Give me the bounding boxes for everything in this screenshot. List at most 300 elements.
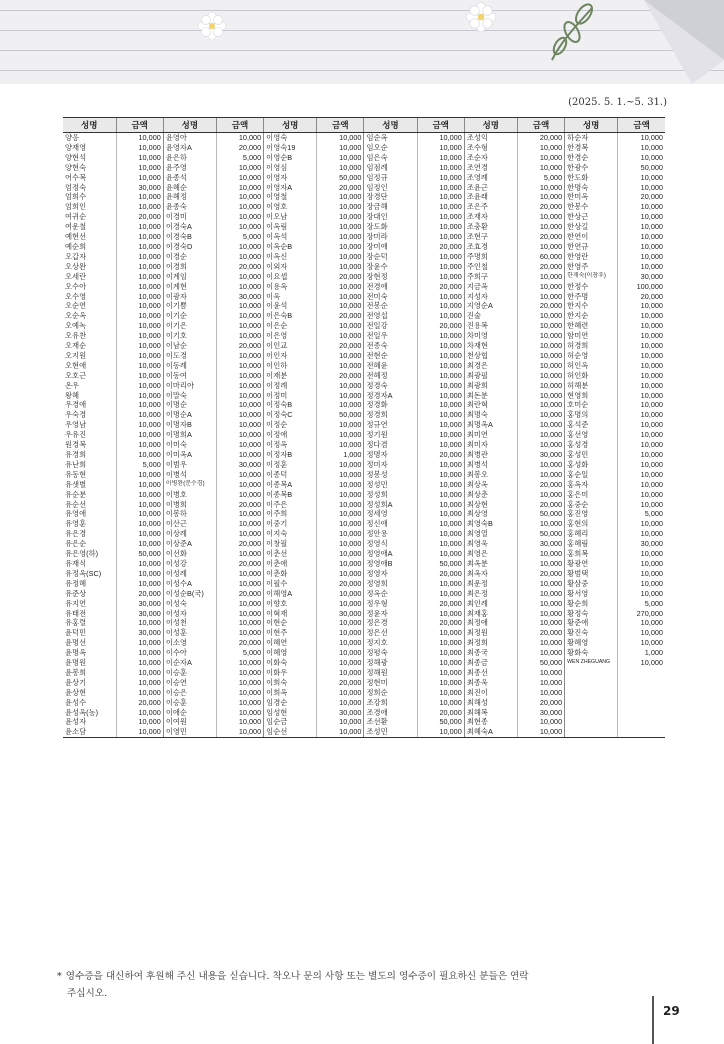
donor-name: 전종숙 [364,341,417,351]
donor-name: 유경희 [65,450,87,459]
page-number: 29 [663,1004,680,1018]
donor-amount: 10,000 [618,549,665,559]
table-row [63,321,665,331]
table-row [63,301,665,311]
donor-name: 홍옥자 [565,480,618,490]
table-row [63,688,665,698]
table-row [63,331,665,341]
donor-amount: 10,000 [417,163,464,173]
donor-amount: 10,000 [216,717,263,727]
donor-name: 이은순 [264,321,317,331]
donor-amount: 10,000 [417,658,464,668]
donor-amount: 10,000 [116,529,163,539]
donor-name: 천상협 [464,351,517,361]
table-row [63,480,665,490]
donor-amount: 20,000 [417,618,464,628]
donor-amount: 10,000 [116,410,163,420]
donor-amount: 10,000 [317,470,364,480]
donor-amount: 20,000 [317,678,364,688]
donor-name: 유샛별 [65,479,87,489]
donor-amount: 10,000 [317,192,364,202]
donor-amount: 10,000 [116,539,163,549]
donor-amount: 10,000 [517,163,564,173]
donor-name: 최종선 [464,668,517,678]
donor-name: 최해성 [464,698,517,708]
donor-name: 홍성화 [565,460,618,470]
header-name: 성명 [565,118,618,133]
table-row [63,579,665,589]
donor-amount: 10,000 [417,460,464,470]
donor-name: 황삼중 [565,579,618,589]
donor-name: 정성민 [364,480,417,490]
donor-name: 이춘화 [264,569,317,579]
donor-amount: 10,000 [216,351,263,361]
donor-amount: 10,000 [618,232,665,242]
donor-amount: 10,000 [417,183,464,193]
donor-amount: 10,000 [216,727,263,737]
donor-name: 임은숙 [364,153,417,163]
donor-name: 이희숙 [264,678,317,688]
table-row [63,400,665,410]
donor-name: 양응 [65,133,80,142]
donor-amount: 10,000 [116,301,163,311]
donor-amount: 10,000 [116,361,163,371]
donor-name: 조영례 [464,173,517,183]
donor-amount: 10,000 [517,678,564,688]
donor-name: 이범우 [163,460,216,470]
donor-name: 이계현 [163,282,216,292]
donor-name: 한도화 [565,173,618,183]
donor-amount: 10,000 [618,410,665,420]
donor-amount: 10,000 [216,202,263,212]
donor-name: 전혜윤 [364,361,417,371]
donor-amount: 30,000 [116,609,163,619]
donor-amount: 10,000 [317,698,364,708]
donor-amount: 20,000 [317,311,364,321]
donor-amount: 10,000 [317,222,364,232]
donor-name: 홍성민 [565,450,618,460]
donor-name: 최명숙 [464,410,517,420]
table-row [63,232,665,242]
donor-amount: 10,000 [417,341,464,351]
donor-name: 정영애A [364,549,417,559]
donor-amount: 10,000 [116,420,163,430]
donor-name: 오예녹 [65,321,87,331]
donor-name: 홍중순 [565,500,618,510]
donor-amount: 10,000 [618,519,665,529]
donor-amount: 10,000 [116,282,163,292]
donor-name: 장대인 [364,212,417,222]
donor-amount: 10,000 [618,658,665,668]
donor-name: 홍은미 [565,490,618,500]
donor-name: 오호근 [65,370,87,380]
donor-amount: 10,000 [116,430,163,440]
donor-name: 정희순 [364,688,417,698]
header-name: 성명 [63,118,116,133]
donor-amount: 10,000 [216,490,263,500]
table-row [63,717,665,727]
donor-name: 조성민 [364,727,417,737]
donor-amount: 10,000 [116,470,163,480]
donor-amount: 10,000 [417,202,464,212]
donor-amount: 10,000 [317,628,364,638]
donor-amount: 50,000 [517,509,564,519]
donor-name: 유은경 [65,529,87,539]
donor-name: 정경희 [364,410,417,420]
donor-name: 임순선 [264,727,317,737]
donor-name: 조현구 [464,232,517,242]
donor-name: 유순선 [65,499,87,509]
donor-name: 정미자 [364,460,417,470]
donor-name: 이춘애 [264,559,317,569]
table-row [63,500,665,510]
donor-name: 이승훈 [163,698,216,708]
donor-amount [618,708,665,718]
donor-name: 이영숙 [264,133,317,143]
donor-name: 최상춘 [464,490,517,500]
donor-name: 정해광 [364,658,417,668]
donor-name: 정세영 [364,509,417,519]
donor-name: 조재자 [464,212,517,222]
donor-name: 홍명의 [565,410,618,420]
donor-name: 윤덕민 [65,628,87,638]
donor-name: 정영희 [364,579,417,589]
donor-amount: 10,000 [216,301,263,311]
donor-name: 이성순B(국) [163,589,216,599]
donor-amount: 20,000 [417,599,464,609]
donor-amount: 10,000 [618,262,665,272]
donor-amount: 10,000 [618,183,665,193]
donor-name: 유홍렬 [65,618,87,628]
donor-name: 최종금 [464,658,517,668]
header-name: 성명 [163,118,216,133]
donor-name: 정성희 [364,490,417,500]
donor-amount: 10,000 [417,688,464,698]
table-row [63,549,665,559]
donor-amount: 10,000 [216,391,263,401]
donor-name: 이기호 [163,331,216,341]
donor-amount: 1,000 [618,648,665,658]
donor-name: 유은영(하) [65,549,99,559]
donor-amount: 10,000 [116,311,163,321]
donor-amount: 30,000 [618,272,665,282]
donor-name: 이정숙B [264,400,317,410]
donor-amount: 10,000 [317,569,364,579]
donor-name: 윤은하 [163,153,216,163]
donor-name: 이종복B [264,490,317,500]
donor-name: 정윤자 [364,609,417,619]
donor-amount: 10,000 [216,688,263,698]
donor-amount: 10,000 [517,183,564,193]
flower-icon [464,0,498,34]
donor-amount: 10,000 [517,222,564,232]
donor-amount: 50,000 [417,559,464,569]
donor-amount: 10,000 [116,292,163,302]
donor-name: 이산근 [163,519,216,529]
donor-name: 유재식 [65,558,87,568]
donor-name: 최정애 [464,618,517,628]
donor-amount: 10,000 [618,490,665,500]
donor-amount: 10,000 [618,133,665,143]
donor-amount: 10,000 [417,351,464,361]
donor-name: 이병희 [163,500,216,510]
donor-amount: 10,000 [517,351,564,361]
donor-name: 이화숙 [264,658,317,668]
donor-name: 허인옥 [565,361,618,371]
donor-name: 최종국 [464,648,517,658]
donor-name: 이은숙B [264,311,317,321]
donor-amount: 10,000 [216,628,263,638]
donor-amount: 10,000 [317,282,364,292]
footnote [57,968,627,1002]
donor-name: 이인자 [264,351,317,361]
donor-name: 정명자 [364,450,417,460]
donor-name: 정옥순 [364,589,417,599]
donor-name: 이명자B [163,420,216,430]
donor-amount: 10,000 [216,242,263,252]
donor-name: 홍진영 [565,509,618,519]
table-row [63,272,665,282]
donor-name: 원경복 [65,440,87,450]
donor-amount: 10,000 [417,252,464,262]
table-row [63,727,665,737]
donor-amount: 10,000 [618,589,665,599]
donor-name: 이혜연 [264,638,317,648]
donor-name: 장미라 [364,232,417,242]
donor-amount: 10,000 [317,420,364,430]
donor-amount: 10,000 [317,490,364,500]
donor-name: 장금해 [364,202,417,212]
table-row [63,222,665,232]
donor-name: 이경숙A [163,222,216,232]
donor-amount: 20,000 [517,500,564,510]
donor-name: 이승은 [163,688,216,698]
donor-amount: 10,000 [317,717,364,727]
table-row [63,539,665,549]
donor-amount: 60,000 [517,252,564,262]
donor-amount: 10,000 [116,192,163,202]
table-row [63,648,665,658]
donor-amount: 10,000 [618,460,665,470]
donor-amount: 10,000 [317,242,364,252]
donor-amount: 10,000 [116,341,163,351]
donor-name: 최병석 [464,460,517,470]
donor-amount: 10,000 [216,222,263,232]
donor-name: 최경은 [464,361,517,371]
table-row [63,252,665,262]
donor-amount: 10,000 [216,509,263,519]
donor-amount: 10,000 [417,331,464,341]
donor-amount: 30,000 [116,183,163,193]
donor-name: 홍순일 [565,470,618,480]
donor-name: 이병완(문수경) [163,480,216,490]
donor-name: 오지원 [65,350,87,360]
donor-amount: 10,000 [618,638,665,648]
page-number-divider [652,996,654,1044]
donor-amount: 10,000 [216,183,263,193]
donor-name: 이영심 [264,163,317,173]
donor-amount: 10,000 [417,648,464,658]
donor-amount: 10,000 [116,678,163,688]
donor-amount: 10,000 [317,460,364,470]
donor-name: 이경순 [163,252,216,262]
table-row [63,143,665,153]
donor-name: 지성자 [464,292,517,302]
donor-amount: 10,000 [417,311,464,321]
donor-name: 지금옥 [464,282,517,292]
donor-name: 황화숙 [565,648,618,658]
donor-name: 함미연 [565,331,618,341]
donor-amount: 10,000 [618,341,665,351]
donor-name: 윤상기 [65,677,87,687]
table-row [63,341,665,351]
donor-name: 이승훈 [163,668,216,678]
donor-amount: 10,000 [116,252,163,262]
donor-name: 지영순A [464,301,517,311]
donor-name: 조순자 [464,153,517,163]
donor-name: 이옥순B [264,242,317,252]
donor-amount: 20,000 [317,371,364,381]
donor-amount: 10,000 [417,361,464,371]
donor-amount: 10,000 [216,549,263,559]
donor-amount: 10,000 [216,252,263,262]
donor-amount: 10,000 [618,400,665,410]
table-row [63,292,665,302]
table-row [63,490,665,500]
donor-name: 전일우 [364,331,417,341]
donor-amount: 10,000 [216,163,263,173]
donor-name: 최미연 [464,430,517,440]
table-row [63,450,665,460]
donor-name: 오유찬 [65,331,87,341]
donor-amount: 10,000 [517,361,564,371]
donor-name: 한광수 [565,163,618,173]
donor-name: 정우형 [364,599,417,609]
donor-name: 최영열 [464,529,517,539]
donor-amount: 10,000 [317,648,364,658]
donor-amount: 20,000 [517,480,564,490]
donor-amount: 20,000 [216,500,263,510]
donor-amount: 10,000 [116,163,163,173]
donor-amount: 20,000 [317,579,364,589]
donor-name: 정영식 [364,539,417,549]
donor-amount: 30,000 [116,599,163,609]
donor-amount: 10,000 [216,282,263,292]
donor-name: 이창필 [264,539,317,549]
donor-name: 이성수A [163,579,216,589]
donor-name: 최란혁 [464,400,517,410]
donor-amount: 10,000 [317,618,364,628]
table-row [63,618,665,628]
donor-name: 이경숙B [163,232,216,242]
donor-name: 정은선 [364,628,417,638]
donor-amount: 20,000 [216,262,263,272]
donor-amount: 10,000 [417,153,464,163]
donor-name: 최현종 [464,717,517,727]
donor-amount: 10,000 [618,579,665,589]
donor-name: 이소영 [163,638,216,648]
donor-amount: 10,000 [517,341,564,351]
donor-name: 한상근 [565,212,618,222]
donor-name: 한연규 [565,242,618,252]
donor-name: 이경숙D [163,242,216,252]
donor-name: 온우 [65,380,80,390]
donor-amount: 10,000 [116,618,163,628]
donor-name: 허해분 [565,381,618,391]
header-amount: 금액 [216,118,263,133]
donor-name: 전혜정 [364,371,417,381]
donor-name: 한경복 [565,143,618,153]
donor-amount: 30,000 [517,708,564,718]
donor-name: 이용옥 [264,282,317,292]
donor-name: 이성천 [163,618,216,628]
donor-amount: 10,000 [216,272,263,282]
donor-amount: 10,000 [417,292,464,302]
donor-amount: 10,000 [216,381,263,391]
donor-amount: 10,000 [417,371,464,381]
donor-name: 이미옥A [163,450,216,460]
table-row [63,460,665,470]
donor-amount: 10,000 [517,460,564,470]
donor-amount: 10,000 [116,500,163,510]
donor-name: 유동현 [65,469,87,479]
donor-name: 장경단 [364,192,417,202]
donor-amount: 10,000 [216,668,263,678]
donor-name: 이선화 [163,549,216,559]
donor-amount: 10,000 [417,480,464,490]
donor-name: 윤영아 [163,133,216,143]
table-row [63,559,665,569]
donor-amount: 10,000 [417,500,464,510]
donor-name: 오순옥 [65,311,87,321]
donor-name: 임순옥 [364,133,417,143]
donor-name: 정지호 [364,638,417,648]
donor-name: 이현순 [264,618,317,628]
donor-name: 최영은 [464,549,517,559]
donor-name: 우숙경 [65,410,87,420]
donor-amount: 20,000 [517,262,564,272]
donor-amount: 100,000 [618,282,665,292]
donor-name: 조윤래 [464,192,517,202]
table-row [63,668,665,678]
donor-amount: 10,000 [317,163,364,173]
donor-amount: 10,000 [116,400,163,410]
donor-amount: 30,000 [517,539,564,549]
donor-amount: 10,000 [116,717,163,727]
header-name: 성명 [464,118,517,133]
donor-amount: 10,000 [116,222,163,232]
donor-amount: 30,000 [317,708,364,718]
donor-name: 이오남 [264,212,317,222]
donor-name: 윤혜정 [163,192,216,202]
donor-name: 이재분 [264,371,317,381]
donor-amount: 20,000 [216,143,263,153]
donor-name: 정성희A [364,500,417,510]
donor-amount: 10,000 [116,202,163,212]
donor-amount: 20,000 [417,321,464,331]
donor-amount: 10,000 [618,420,665,430]
donor-name: 이정순 [264,420,317,430]
table-row [63,470,665,480]
donor-amount: 10,000 [517,589,564,599]
donor-amount: 10,000 [216,410,263,420]
donor-name: 최혜숙A [464,727,517,737]
donor-name: 이정자B [264,450,317,460]
donor-amount: 10,000 [317,321,364,331]
donor-amount: 10,000 [216,420,263,430]
donor-name: 차재현 [464,341,517,351]
footnote-line-1: 영수증을 대신하여 후원해 주신 내용을 싣습니다. 착오나 문의 사항 또는 별도의 영수증이 필요하신 분들은 연락 [65,971,529,982]
